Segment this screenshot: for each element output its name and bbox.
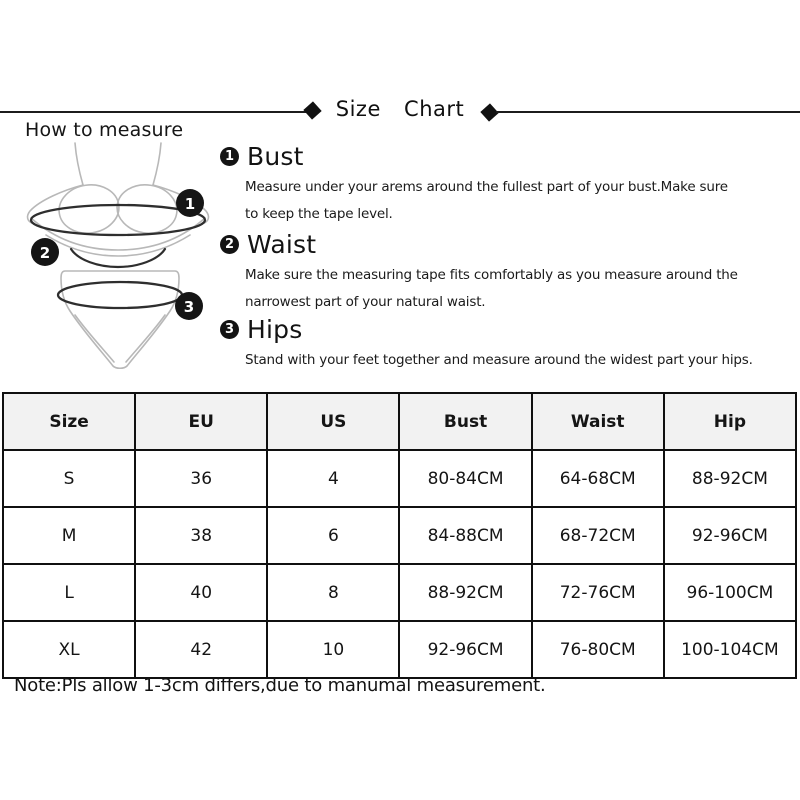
cell-eu: 36 <box>135 450 267 507</box>
marker-badge-3: 3 <box>220 320 239 339</box>
col-header-size: Size <box>3 393 135 450</box>
svg-text:2: 2 <box>39 244 51 262</box>
guide-text-bust-line2: to keep the tape level. <box>245 206 393 222</box>
guide-text-waist-line2: narrowest part of your natural waist. <box>245 294 486 310</box>
table-row-xl <box>3 621 796 678</box>
measurement-note: Note:Pls allow 1-3cm differs,due to manumal measurement. <box>14 675 546 696</box>
cell-waist: 64-68CM <box>532 450 664 507</box>
cell-hip: 88-92CM <box>664 450 796 507</box>
cell-eu: 40 <box>135 564 267 621</box>
cell-eu: 38 <box>135 507 267 564</box>
col-header-us: US <box>267 393 399 450</box>
cell-eu: 42 <box>135 621 267 678</box>
col-header-eu: EU <box>135 393 267 450</box>
cell-size: L <box>3 564 135 621</box>
svg-text:3: 3 <box>183 298 195 316</box>
cell-hip: 96-100CM <box>664 564 796 621</box>
svg-text:1: 1 <box>184 195 196 213</box>
guide-text-hips-line1: Stand with your feet together and measure around the widest part your hips. <box>245 352 753 368</box>
size-table-header-row <box>3 393 796 450</box>
title-rule-right <box>496 111 800 113</box>
how-to-measure-heading: How to measure <box>25 119 184 141</box>
cell-bust: 88-92CM <box>399 564 531 621</box>
cell-bust: 80-84CM <box>399 450 531 507</box>
guide-text-waist-line1: Make sure the measuring tape fits comfortably as you measure around the <box>245 267 738 283</box>
cell-size: M <box>3 507 135 564</box>
cell-hip: 92-96CM <box>664 507 796 564</box>
bikini-measure-diagram <box>18 140 218 375</box>
cell-us: 4 <box>267 450 399 507</box>
marker-badge-1: 1 <box>220 147 239 166</box>
cell-bust: 84-88CM <box>399 507 531 564</box>
table-row-m <box>3 507 796 564</box>
cell-waist: 76-80CM <box>532 621 664 678</box>
table-row-s <box>3 450 796 507</box>
diagram-marker-3 <box>175 292 203 320</box>
cell-us: 8 <box>267 564 399 621</box>
cell-us: 10 <box>267 621 399 678</box>
cell-size: XL <box>3 621 135 678</box>
hip-tape-line <box>58 282 182 308</box>
diagram-marker-1 <box>176 189 204 217</box>
guide-section-waist <box>220 229 798 316</box>
col-header-hip: Hip <box>664 393 796 450</box>
page-title: Size Chart <box>335 97 465 121</box>
cell-size: S <box>3 450 135 507</box>
cell-us: 6 <box>267 507 399 564</box>
guide-title-hips: Hips <box>247 314 303 344</box>
cell-bust: 92-96CM <box>399 621 531 678</box>
guide-title-bust: Bust <box>247 141 304 171</box>
col-header-bust: Bust <box>399 393 531 450</box>
cell-waist: 68-72CM <box>532 507 664 564</box>
marker-badge-2: 2 <box>220 235 239 254</box>
size-table <box>2 392 797 679</box>
guide-title-waist: Waist <box>247 229 317 259</box>
guide-section-bust <box>220 141 798 228</box>
diagram-marker-2 <box>31 238 59 266</box>
col-header-waist: Waist <box>532 393 664 450</box>
cell-hip: 100-104CM <box>664 621 796 678</box>
guide-section-hips <box>220 314 798 374</box>
cell-waist: 72-76CM <box>532 564 664 621</box>
table-row-l <box>3 564 796 621</box>
guide-text-bust-line1: Measure under your arems around the fullest part of your bust.Make sure <box>245 179 728 195</box>
